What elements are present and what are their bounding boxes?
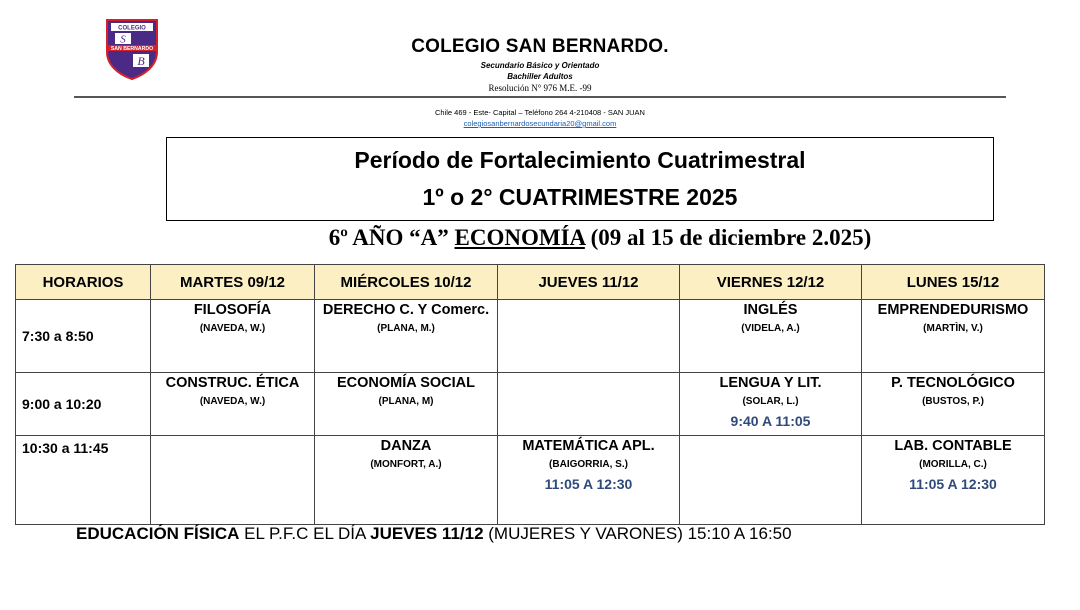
class-cell: MATEMÁTICA APL. (BAIGORRIA, S.) 11:05 A 12:30 <box>498 436 680 525</box>
header-viernes: VIERNES 12/12 <box>680 265 862 300</box>
resolution: Resolución N° 976 M.E. -99 <box>488 83 592 93</box>
pe-note: EDUCACIÓN FÍSICA EL P.F.C EL DÍA JUEVES 11/12 (MUJERES Y VARONES) 15:10 A 16:50 <box>76 524 792 543</box>
contact-info: Chile 469 - Este- Capital – Teléfono 264 4-210408 - SAN JUAN <box>435 108 645 117</box>
school-name: COLEGIO SAN BERNARDO. <box>411 36 669 57</box>
class-cell: CONSTRUC. ÉTICA (NAVEDA, W.) <box>151 373 315 436</box>
subtitle-level: Secundario Básico y Orientado <box>480 61 600 70</box>
header-martes: MARTES 09/12 <box>151 265 315 300</box>
email-link[interactable]: colegiosanbernardosecundaria20@gmail.com <box>463 119 617 128</box>
class-hours: 11:05 A 12:30 <box>909 476 997 492</box>
class-hours: 11:05 A 12:30 <box>544 476 633 492</box>
class-cell: INGLÉS (VIDELA, A.) <box>680 300 862 373</box>
table-row <box>16 436 1045 525</box>
logo-letter-s: S <box>120 33 126 46</box>
class-cell: DERECHO C. Y Comerc. (PLANA, M.) <box>315 300 498 373</box>
class-cell: LENGUA Y LIT. (SOLAR, L.) 9:40 A 11:05 <box>680 373 862 436</box>
term-title: 1º o 2° CUATRIMESTRE 2025 <box>422 184 738 210</box>
table-header-row <box>16 265 1045 300</box>
class-hours: 9:40 A 11:05 <box>730 413 811 429</box>
class-cell: LAB. CONTABLE (MORILLA, C.) 11:05 A 12:30 <box>862 436 1045 525</box>
empty-cell <box>498 300 680 373</box>
logo-text-band: SAN BERNARDO <box>110 46 154 52</box>
class-cell: ECONOMÍA SOCIAL (PLANA, M) <box>315 373 498 436</box>
course-heading: 6º AÑO “A” ECONOMÍA (09 al 15 de diciembre 2.025) <box>328 225 872 250</box>
logo-letter-b: B <box>137 54 145 68</box>
class-cell: FILOSOFÍA (NAVEDA, W.) <box>151 300 315 373</box>
time-slot: 7:30 a 8:50 <box>16 300 151 373</box>
table-row <box>16 300 1045 373</box>
header-lunes: LUNES 15/12 <box>862 265 1045 300</box>
schedule-table <box>15 264 1045 525</box>
header-miercoles: MIÉRCOLES 10/12 <box>315 265 498 300</box>
course-orientation: ECONOMÍA <box>454 225 585 250</box>
time-slot: 10:30 a 11:45 <box>16 436 151 525</box>
school-logo <box>104 18 160 80</box>
empty-cell <box>680 436 862 525</box>
period-title: Período de Fortalecimiento Cuatrimestral <box>354 147 806 173</box>
header-divider <box>74 96 1006 98</box>
header-horarios: HORARIOS <box>16 265 151 300</box>
header-jueves: JUEVES 11/12 <box>498 265 680 300</box>
empty-cell <box>498 373 680 436</box>
logo-text-top: COLEGIO <box>118 25 146 32</box>
table-row <box>16 373 1045 436</box>
class-cell: DANZA (MONFORT, A.) <box>315 436 498 525</box>
empty-cell <box>151 436 315 525</box>
class-cell: EMPRENDEDURISMO (MARTÌN, V.) <box>862 300 1045 373</box>
class-cell: P. TECNOLÓGICO (BUSTOS, P.) <box>862 373 1045 436</box>
subtitle-adults: Bachiller Adultos <box>507 72 573 81</box>
time-slot: 9:00 a 10:20 <box>16 373 151 436</box>
